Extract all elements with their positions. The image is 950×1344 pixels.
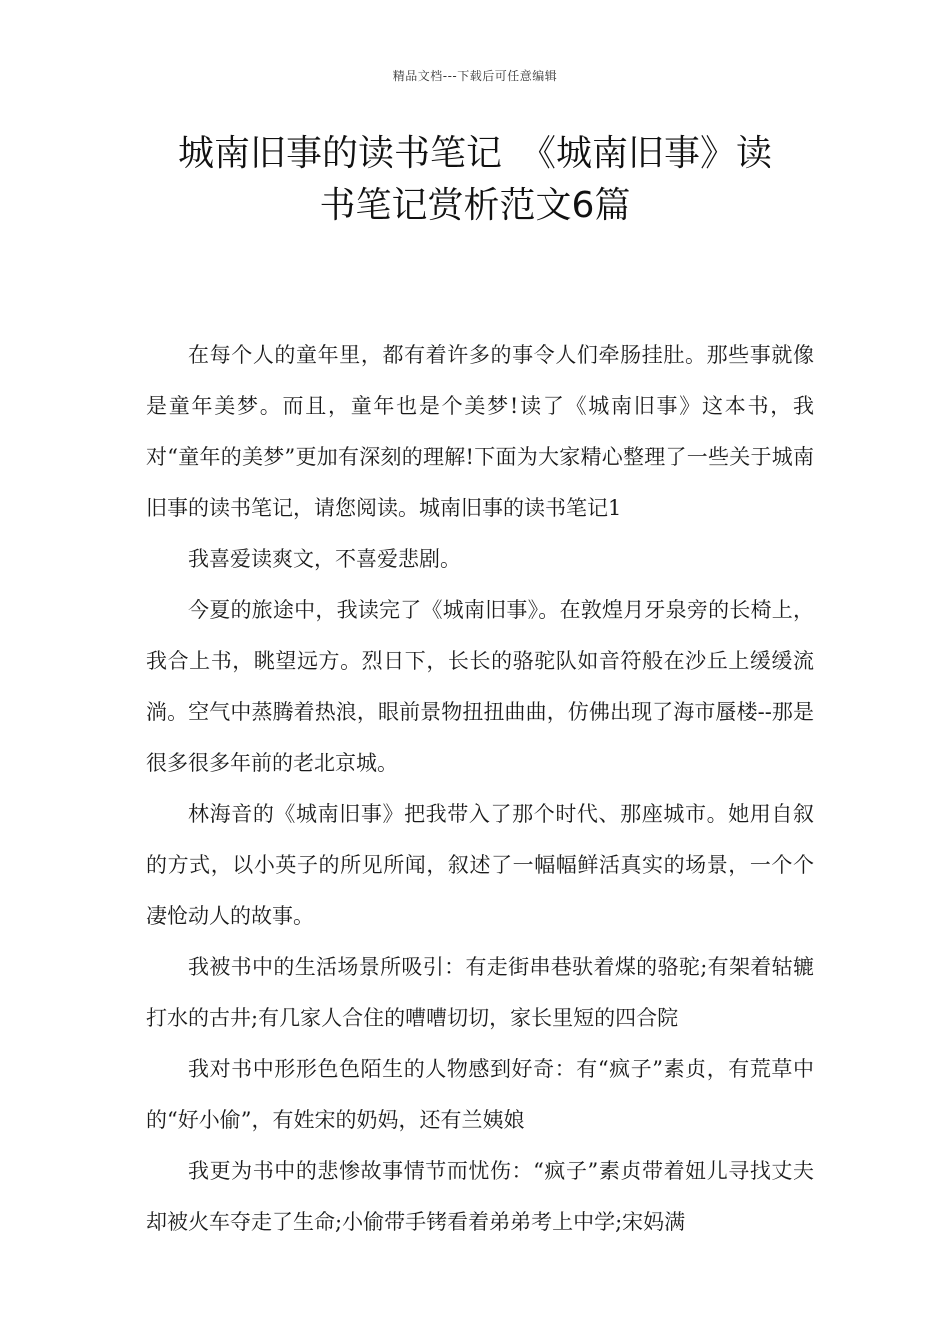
- paragraph: 我喜爱读爽文，不喜爱悲剧。: [188, 547, 461, 571]
- page-title: [140, 128, 810, 232]
- paragraph: 我对书中形形色色陌生的人物感到好奇：有“疯子”素贞，有荒草中的“好小偷”，有姓宋的奶妈，还有兰姨娘: [146, 1057, 814, 1132]
- header-note: 精品文档---下载后可任意编辑: [392, 69, 558, 83]
- title-line-1: 城南旧事的读书笔记 《城南旧事》读: [177, 133, 772, 174]
- document-body: [146, 330, 814, 1248]
- paragraph: 林海音的《城南旧事》把我带入了那个时代、那座城市。她用自叙的方式，以小英子的所见所闻，叙述了一幅幅鲜活真实的场景，一个个凄怆动人的故事。: [146, 802, 814, 928]
- paragraph: 今夏的旅途中，我读完了《城南旧事》。在敦煌月牙泉旁的长椅上，我合上书，眺望远方。烈日下，长长的骆驼队如音符般在沙丘上缓缓流淌。空气中蒸腾着热浪，眼前景物扭扭曲曲，仿佛出现了海市蜃楼--那是很多很多年前的老北京城。: [146, 598, 814, 775]
- title-line-2: 书笔记赏析范文6篇: [319, 185, 631, 226]
- paragraph: 我被书中的生活场景所吸引：有走街串巷驮着煤的骆驼;有架着轱辘打水的古井;有几家人合住的嘈嘈切切，家长里短的四合院: [146, 955, 814, 1030]
- paragraph: 在每个人的童年里，都有着许多的事令人们牵肠挂肚。那些事就像是童年美梦。而且，童年也是个美梦!读了《城南旧事》这本书，我对“童年的美梦”更加有深刻的理解!下面为大家精心整理了一些关于城南旧事的读书笔记，请您阅读。城南旧事的读书笔记1: [146, 343, 814, 520]
- paragraph: 我更为书中的悲惨故事情节而忧伤：“疯子”素贞带着妞儿寻找丈夫却被火车夺走了生命;小偷带手铐看着弟弟考上中学;宋妈满: [146, 1159, 814, 1234]
